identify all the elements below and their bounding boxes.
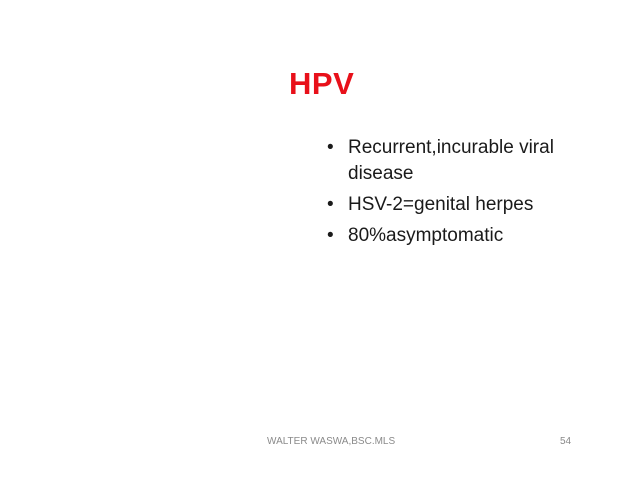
bullet-marker: • (327, 194, 334, 215)
bullet-text: HSV-2=genital herpes (348, 194, 534, 215)
list-item (327, 192, 597, 218)
footer-author: WALTER WASWA,BSC.MLS (267, 436, 396, 447)
bullet-text: 80%asymptomatic (348, 225, 504, 246)
list-item (327, 223, 597, 249)
page-number: 54 (560, 436, 572, 447)
bullet-marker: • (327, 225, 334, 246)
list-item (327, 135, 597, 187)
bullet-text: Recurrent,incurable viral disease (348, 137, 554, 184)
slide-title: HPV (289, 66, 355, 101)
bullet-marker: • (327, 137, 334, 158)
bullet-list (327, 135, 597, 254)
